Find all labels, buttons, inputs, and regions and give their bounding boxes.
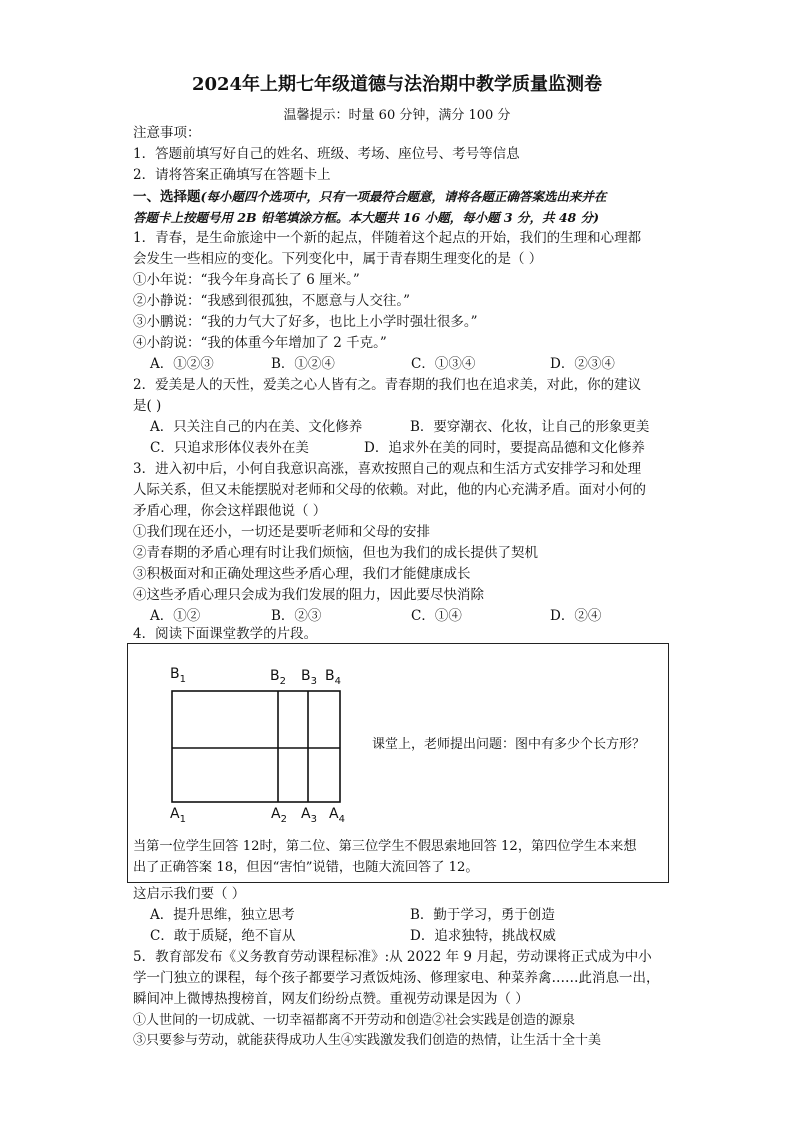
q2-option-c: C．只追求形体仪表外在美 xyxy=(150,440,309,456)
q2-option-b: B．要穿潮衣、化妆，让自己的形象更美 xyxy=(410,419,650,435)
q4-option-d: D．追求独特，挑战权威 xyxy=(410,928,556,944)
label-b2: $B_2$ xyxy=(270,668,286,687)
q1-option-d: D．②③④ xyxy=(550,356,615,372)
q5-statements-1-2: ①人世间的一切成就、一切幸福都离不开劳动和创造②社会实践是创造的源泉 xyxy=(133,1013,576,1028)
notes-heading: 注意事项： xyxy=(133,125,201,141)
label-a2: $A_2$ xyxy=(271,806,287,825)
q3-option-b: B．②③ xyxy=(271,608,322,624)
q3-statement-2: ②青春期的矛盾心理有时让我们烦恼，但也为我们的成长提供了契机 xyxy=(133,545,538,561)
q3-statement-3: ③积极面对和正确处理这些矛盾心理，我们才能健康成长 xyxy=(133,566,471,582)
label-b3: $B_3$ xyxy=(301,668,317,687)
label-a3: $A_3$ xyxy=(301,806,317,825)
q5-stem-1: 5．教育部发布《义务教育劳动课程标准》:从 2022 年 9 月起，劳动课将正式成为中小 xyxy=(133,949,652,965)
q5-stem-2: 学一门独立的课程，每个孩子都要学习煮饭炖汤、修理家电、种菜养禽……此消息一出， xyxy=(133,970,660,986)
section1-title: 一、选择题 xyxy=(133,189,201,205)
figure-question: 课堂上，老师提出问题：图中有多少个长方形？ xyxy=(372,737,646,752)
q1-statement-1: ①小年说：“我今年身高长了 6 厘米。” xyxy=(133,272,360,288)
q3-stem-2: 人际关系，但又未能摆脱对老师和父母的依赖。对此，他的内心充满矛盾。面对小何的 xyxy=(133,482,646,498)
box-line-2: 出了正确答案 18，但因“害怕”说错，也随大流回答了 12。 xyxy=(133,860,479,875)
q4-stem-2: 这启示我们要（ ） xyxy=(133,886,246,902)
q1-statement-2: ②小静说：“我感到很孤独，不愿意与人交往。” xyxy=(133,293,411,309)
label-b4: $B_4$ xyxy=(325,668,341,687)
q2-stem-1: 2．爱美是人的天性，爱美之心人皆有之。青春期的我们也在追求美，对此，你的建议 xyxy=(133,377,642,393)
page-title: 2024年上期七年级道德与法治期中教学质量监测卷 xyxy=(191,74,603,95)
section1-instructions-1: (每小题四个选项中，只有一项最符合题意，请将各题正确答案选出来并在 xyxy=(200,189,607,204)
q2-option-a: A．只关注自己的内在美、文化修养 xyxy=(150,419,363,435)
q5-statements-3-4: ③只要参与劳动，就能获得成功人生④实践激发我们创造的热情，让生活十全十美 xyxy=(133,1033,602,1048)
q3-stem-1: 3．进入初中后，小何自我意识高涨，喜欢按照自己的观点和生活方式安排学习和处理 xyxy=(133,461,642,477)
q3-statement-1: ①我们现在还小，一切还是要听老师和父母的安排 xyxy=(133,524,430,540)
q4-option-c: C．敢于质疑，绝不盲从 xyxy=(150,928,296,944)
section1-instructions-2: 答题卡上按题号用 2B 铅笔填涂方框。本大题共 16 小题，每小题 3 分，共 48 分) xyxy=(133,210,599,225)
q1-option-a: A．①②③ xyxy=(150,356,214,372)
label-b1: $B_1$ xyxy=(170,666,186,685)
q2-stem-2: 是( ) xyxy=(133,398,162,414)
q3-stem-3: 矛盾心理，你会这样跟他说（ ） xyxy=(133,503,327,519)
q1-stem-2: 会发生一些相应的变化。下列变化中，属于青春期生理变化的是（ ） xyxy=(133,251,543,267)
q5-stem-3: 瞬间冲上微博热搜榜首，网友们纷纷点赞。重视劳动课是因为（ ） xyxy=(133,991,529,1007)
label-a1: $A_1$ xyxy=(170,806,186,825)
figure-outer-rect xyxy=(172,691,340,802)
q1-option-b: B．①②④ xyxy=(271,356,335,372)
notes-item-1: 1．答题前填写好自己的姓名、班级、考场、座位号、考号等信息 xyxy=(133,146,520,162)
q3-statement-4: ④这些矛盾心理只会成为我们发展的阻力，因此要尽快消除 xyxy=(133,587,484,603)
page-subtitle: 温馨提示：时量 60 分钟，满分 100 分 xyxy=(283,108,511,123)
notes-item-2: 2．请将答案正确填写在答题卡上 xyxy=(133,167,331,183)
q1-stem-1: 1．青春，是生命旅途中一个新的起点，伴随着这个起点的开始，我们的生理和心理都 xyxy=(133,230,642,246)
q4-option-b: B．勤于学习，勇于创造 xyxy=(410,907,555,923)
label-a4: $A_4$ xyxy=(329,806,345,825)
q4-option-a: A．提升思维，独立思考 xyxy=(150,907,295,923)
q3-option-a: A．①② xyxy=(150,608,201,624)
q4-stem: 4．阅读下面课堂教学的片段。 xyxy=(133,626,318,642)
q2-option-d: D．追求外在美的同时，要提高品德和文化修养 xyxy=(364,440,645,456)
q1-statement-4: ④小韵说：“我的体重今年增加了 2 千克。” xyxy=(133,335,387,351)
section1-heading xyxy=(133,187,606,207)
q1-statement-3: ③小鹏说：“我的力气大了好多，也比上小学时强壮很多。” xyxy=(133,314,478,330)
q3-option-d: D．②④ xyxy=(550,608,602,624)
box-line-1: 当第一位学生回答 12时，第二位、第三位学生不假思索地回答 12，第四位学生本来想 xyxy=(133,839,637,854)
q1-option-c: C．①③④ xyxy=(411,356,476,372)
q4-reading-box xyxy=(127,643,669,883)
q3-option-c: C．①④ xyxy=(411,608,462,624)
